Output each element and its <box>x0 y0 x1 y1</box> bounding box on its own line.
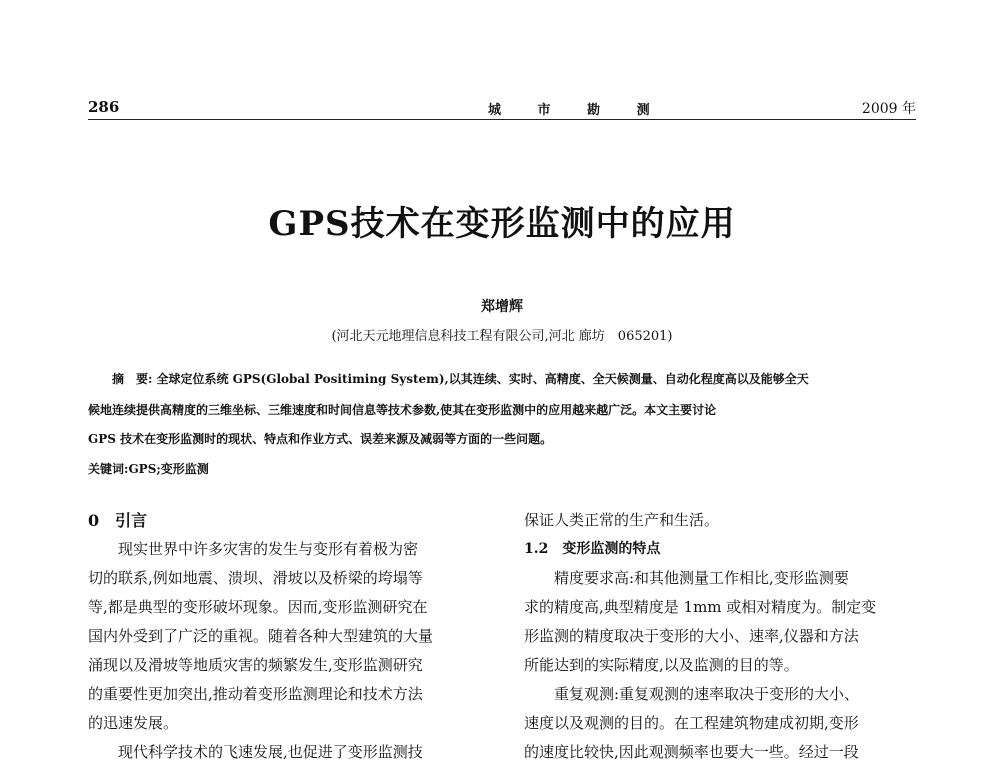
paper-title: GPS技术在变形监测中的应用 <box>268 204 736 244</box>
running-header <box>88 98 916 118</box>
paragraph-line: 现实世界中许多灾害的发生与变形有着极为密 <box>118 540 419 558</box>
paragraph-line: 等,都是典型的变形破坏现象。因而,变形监测研究在 <box>88 598 428 616</box>
subsection-heading: 1.2 变形监测的特点 <box>524 541 661 557</box>
paragraph-line: 保证人类正常的生产和生活。 <box>524 511 720 529</box>
author-affiliation: (河北天元地理信息科技工程有限公司,河北 廊坊 065201) <box>331 329 673 344</box>
abstract-label: 摘 要: <box>112 372 153 386</box>
paragraph-line: 形监测的精度取决于变形的大小、速率,仪器和方法 <box>524 627 859 645</box>
header-rule <box>88 119 916 120</box>
paragraph-line: 切的联系,例如地震、溃坝、滑坡以及桥梁的垮塌等 <box>88 569 423 587</box>
paragraph-line: 重复观测:重复观测的速率取决于变形的大小、 <box>554 685 860 703</box>
abstract-line-1 <box>112 370 809 387</box>
paragraph-line: 速度以及观测的目的。在工程建筑物建成初期,变形 <box>524 714 859 732</box>
keywords-text: GPS;变形监测 <box>128 462 209 476</box>
paragraph-line: 国内外受到了广泛的重视。随着各种大型建筑的大量 <box>88 627 434 645</box>
abstract-line-3: GPS 技术在变形监测时的现状、特点和作业方式、误差来源及减弱等方面的一些问题。 <box>88 432 553 446</box>
paragraph-line: 的迅速发展。 <box>88 714 179 732</box>
author-name: 郑增辉 <box>481 299 523 315</box>
paragraph-line: 的重要性更加突出,推动着变形监测理论和技术方法 <box>88 685 423 703</box>
publication-year: 2009 年 <box>861 101 916 117</box>
journal-name: 城 市 勘 测 <box>488 103 666 118</box>
paragraph-line: 的速度比较快,因此观测频率也要大一些。经过一段 <box>524 743 859 761</box>
body-left-column <box>88 506 496 767</box>
paragraph-line: 所能达到的实际精度,以及监测的目的等。 <box>524 656 799 674</box>
paragraph-line: 求的精度高,典型精度是 1mm 或相对精度为。制定变 <box>524 598 877 616</box>
body-right-column <box>524 506 916 767</box>
paragraph-line: 精度要求高:和其他测量工作相比,变形监测要 <box>554 569 849 587</box>
abstract-line-2: 候地连续提供高精度的三维坐标、三维速度和时间信息等技术参数,使其在变形监测中的应用越来越广泛。本文主要讨论 <box>88 403 717 417</box>
section-heading: 0 引言 <box>88 511 148 530</box>
paragraph-line: 涌现以及滑坡等地质灾害的频繁发生,变形监测研究 <box>88 656 423 674</box>
abstract-text: 全球定位系统 GPS(Global Positiming System),以其连续、实时、高精度、全天候测量、自动化程度高以及能够全天 <box>156 372 809 386</box>
page-number: 286 <box>88 98 120 116</box>
keywords-line <box>88 460 209 477</box>
keywords-label: 关键词: <box>88 462 129 476</box>
paragraph-line: 现代科学技术的飞速发展,也促进了变形监测技 <box>118 743 423 761</box>
